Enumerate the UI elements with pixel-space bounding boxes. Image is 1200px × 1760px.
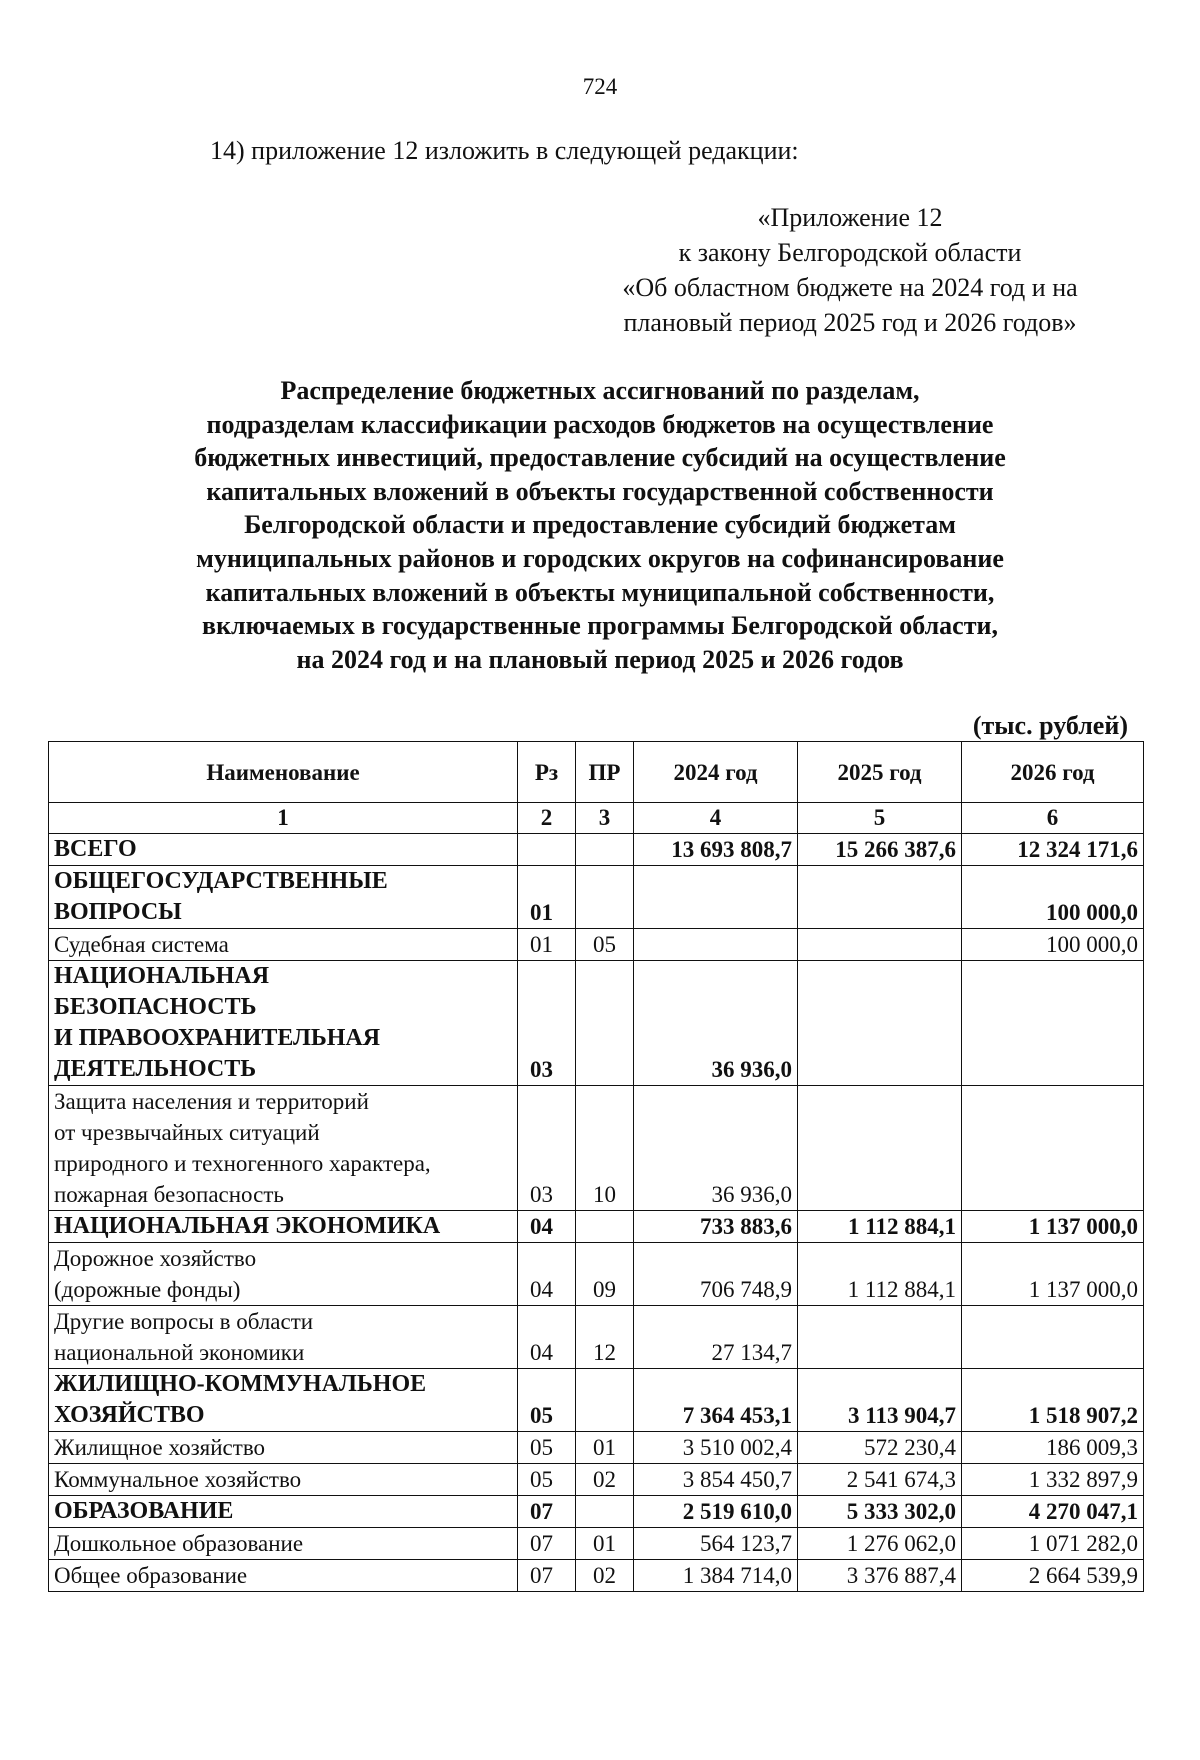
column-number: 1 [49, 803, 518, 834]
row-name-line: ВСЕГО [54, 836, 137, 862]
row-rz: 03 [518, 1086, 576, 1211]
row-value-2024: 27 134,7 [634, 1306, 798, 1369]
title-line: капитальных вложений в объекты государственной собственности [206, 476, 994, 506]
row-pr: 10 [576, 1086, 634, 1211]
table-row [49, 1243, 1144, 1306]
table-row [49, 1369, 1144, 1432]
row-value-2026: 1 332 897,9 [962, 1464, 1144, 1496]
table-row [49, 1464, 1144, 1496]
appendix-line: плановый период 2025 год и 2026 годов» [623, 308, 1077, 337]
row-name-line: ДЕЯТЕЛЬНОСТЬ [54, 1056, 257, 1082]
row-value-2026: 1 071 282,0 [962, 1528, 1144, 1560]
row-name-line: пожарная безопасность [54, 1182, 284, 1207]
column-number: 2 [518, 803, 576, 834]
appendix-header [560, 200, 1140, 340]
row-name [49, 1211, 518, 1243]
row-name-line: ОБРАЗОВАНИЕ [54, 1498, 234, 1524]
row-name [49, 1464, 518, 1496]
row-name-line: НАЦИОНАЛЬНАЯ ЭКОНОМИКА [54, 1213, 441, 1239]
row-value-2024: 733 883,6 [634, 1211, 798, 1243]
row-rz: 07 [518, 1528, 576, 1560]
table-row [49, 1496, 1144, 1528]
row-value-2025: 1 112 884,1 [798, 1211, 962, 1243]
row-pr [576, 961, 634, 1086]
row-value-2025: 1 276 062,0 [798, 1528, 962, 1560]
row-pr [576, 1496, 634, 1528]
row-value-2025: 3 113 904,7 [798, 1369, 962, 1432]
row-value-2025 [798, 961, 962, 1086]
column-number-row [49, 803, 1144, 834]
row-value-2026: 2 664 539,9 [962, 1560, 1144, 1592]
row-value-2025: 5 333 302,0 [798, 1496, 962, 1528]
row-pr: 12 [576, 1306, 634, 1369]
row-name [49, 1086, 518, 1211]
row-value-2024: 13 693 808,7 [634, 834, 798, 866]
row-pr [576, 866, 634, 929]
row-value-2026: 100 000,0 [962, 866, 1144, 929]
table-row [49, 866, 1144, 929]
header-name: Наименование [49, 742, 518, 803]
row-rz: 03 [518, 961, 576, 1086]
row-value-2026 [962, 1306, 1144, 1369]
row-value-2025 [798, 1306, 962, 1369]
row-name [49, 1369, 518, 1432]
row-pr [576, 1211, 634, 1243]
table-row [49, 1560, 1144, 1592]
row-rz: 04 [518, 1306, 576, 1369]
column-number: 3 [576, 803, 634, 834]
row-name [49, 1496, 518, 1528]
title-line: бюджетных инвестиций, предоставление субсидий на осуществление [194, 443, 1006, 473]
row-value-2025 [798, 866, 962, 929]
row-name [49, 866, 518, 929]
row-value-2026 [962, 961, 1144, 1086]
budget-table-body [49, 834, 1144, 1592]
row-name-line: ЖИЛИЩНО-КОММУНАЛЬНОЕ [54, 1371, 427, 1397]
row-value-2025: 3 376 887,4 [798, 1560, 962, 1592]
row-name [49, 1432, 518, 1464]
row-value-2024 [634, 929, 798, 961]
row-value-2026: 12 324 171,6 [962, 834, 1144, 866]
row-value-2026: 1 137 000,0 [962, 1211, 1144, 1243]
row-name-line: ХОЗЯЙСТВО [54, 1402, 205, 1428]
table-row [49, 1432, 1144, 1464]
row-value-2025: 572 230,4 [798, 1432, 962, 1464]
row-rz: 05 [518, 1369, 576, 1432]
row-rz: 05 [518, 1464, 576, 1496]
row-name [49, 1528, 518, 1560]
row-name-line: Коммунальное хозяйство [54, 1467, 302, 1492]
row-rz [518, 834, 576, 866]
row-name-line: ВОПРОСЫ [54, 899, 182, 925]
row-value-2024: 3 854 450,7 [634, 1464, 798, 1496]
row-name [49, 929, 518, 961]
column-number: 5 [798, 803, 962, 834]
row-name-line: национальной экономики [54, 1340, 305, 1365]
appendix-line: к закону Белгородской области [678, 238, 1022, 267]
row-value-2025 [798, 1086, 962, 1211]
page-number: 724 [582, 74, 618, 99]
intro-text: 14) приложение 12 изложить в следующей редакции: [210, 136, 799, 165]
row-rz: 04 [518, 1243, 576, 1306]
row-rz: 05 [518, 1432, 576, 1464]
column-number: 4 [634, 803, 798, 834]
row-name-line: от чрезвычайных ситуаций [54, 1120, 320, 1145]
row-name-line: Дошкольное образование [54, 1531, 304, 1556]
row-value-2026: 100 000,0 [962, 929, 1144, 961]
row-name [49, 834, 518, 866]
row-name [49, 1306, 518, 1369]
table-header-row [49, 742, 1144, 803]
row-value-2024: 36 936,0 [634, 961, 798, 1086]
row-name-line: И ПРАВООХРАНИТЕЛЬНАЯ [54, 1025, 381, 1051]
row-pr [576, 834, 634, 866]
row-name-line: ОБЩЕГОСУДАРСТВЕННЫЕ [54, 868, 388, 894]
table-row [49, 1086, 1144, 1211]
row-value-2024: 2 519 610,0 [634, 1496, 798, 1528]
header-2025: 2025 год [798, 742, 962, 803]
row-pr: 01 [576, 1528, 634, 1560]
title-line: на 2024 год и на плановый период 2025 и 2026 годов [296, 644, 904, 674]
table-row [49, 1306, 1144, 1369]
units-label: (тыс. рублей) [972, 711, 1128, 740]
row-value-2024: 36 936,0 [634, 1086, 798, 1211]
row-rz: 07 [518, 1560, 576, 1592]
row-name [49, 1243, 518, 1306]
row-value-2024: 564 123,7 [634, 1528, 798, 1560]
row-name-line: Защита населения и территорий [54, 1089, 369, 1114]
appendix-line: «Приложение 12 [757, 203, 943, 232]
table-row [49, 929, 1144, 961]
row-rz: 04 [518, 1211, 576, 1243]
row-pr: 02 [576, 1560, 634, 1592]
row-pr: 02 [576, 1464, 634, 1496]
row-value-2025 [798, 929, 962, 961]
row-pr: 05 [576, 929, 634, 961]
title-line: Белгородской области и предоставление субсидий бюджетам [244, 510, 956, 540]
row-value-2025: 1 112 884,1 [798, 1243, 962, 1306]
row-name-line: НАЦИОНАЛЬНАЯ [54, 963, 270, 989]
document-title [100, 374, 1100, 676]
row-rz: 07 [518, 1496, 576, 1528]
row-name-line: Жилищное хозяйство [54, 1435, 266, 1460]
row-rz: 01 [518, 866, 576, 929]
row-value-2024: 1 384 714,0 [634, 1560, 798, 1592]
row-pr [576, 1369, 634, 1432]
row-value-2026: 186 009,3 [962, 1432, 1144, 1464]
row-value-2024: 7 364 453,1 [634, 1369, 798, 1432]
budget-table [48, 741, 1144, 1592]
title-line: капитальных вложений в объекты муниципальной собственности, [205, 577, 995, 607]
row-value-2024: 706 748,9 [634, 1243, 798, 1306]
table-row [49, 834, 1144, 866]
table-row [49, 1211, 1144, 1243]
row-value-2026: 1 137 000,0 [962, 1243, 1144, 1306]
row-value-2025: 15 266 387,6 [798, 834, 962, 866]
row-name-line: Дорожное хозяйство [54, 1246, 257, 1271]
row-value-2024: 3 510 002,4 [634, 1432, 798, 1464]
row-value-2025: 2 541 674,3 [798, 1464, 962, 1496]
row-value-2026: 4 270 047,1 [962, 1496, 1144, 1528]
title-line: включаемых в государственные программы Белгородской области, [202, 611, 998, 641]
row-name-line: БЕЗОПАСНОСТЬ [54, 994, 257, 1020]
row-rz: 01 [518, 929, 576, 961]
row-value-2026: 1 518 907,2 [962, 1369, 1144, 1432]
row-value-2024 [634, 866, 798, 929]
table-row [49, 1528, 1144, 1560]
row-name-line: Другие вопросы в области [54, 1309, 314, 1334]
title-line: муниципальных районов и городских округов на софинансирование [196, 543, 1004, 573]
row-name [49, 1560, 518, 1592]
header-pr: ПР [576, 742, 634, 803]
title-line: Распределение бюджетных ассигнований по разделам, [280, 376, 920, 405]
table-row [49, 961, 1144, 1086]
column-number: 6 [962, 803, 1144, 834]
row-pr: 01 [576, 1432, 634, 1464]
header-rz: Рз [518, 742, 576, 803]
header-2026: 2026 год [962, 742, 1144, 803]
row-name-line: Судебная система [54, 932, 229, 957]
title-line: подразделам классификации расходов бюджетов на осуществление [206, 409, 994, 439]
row-pr: 09 [576, 1243, 634, 1306]
row-name-line: (дорожные фонды) [54, 1277, 241, 1302]
header-2024: 2024 год [634, 742, 798, 803]
row-value-2026 [962, 1086, 1144, 1211]
row-name [49, 961, 518, 1086]
appendix-line: «Об областном бюджете на 2024 год и на [622, 273, 1078, 302]
row-name-line: Общее образование [54, 1563, 248, 1588]
row-name-line: природного и техногенного характера, [54, 1151, 431, 1176]
